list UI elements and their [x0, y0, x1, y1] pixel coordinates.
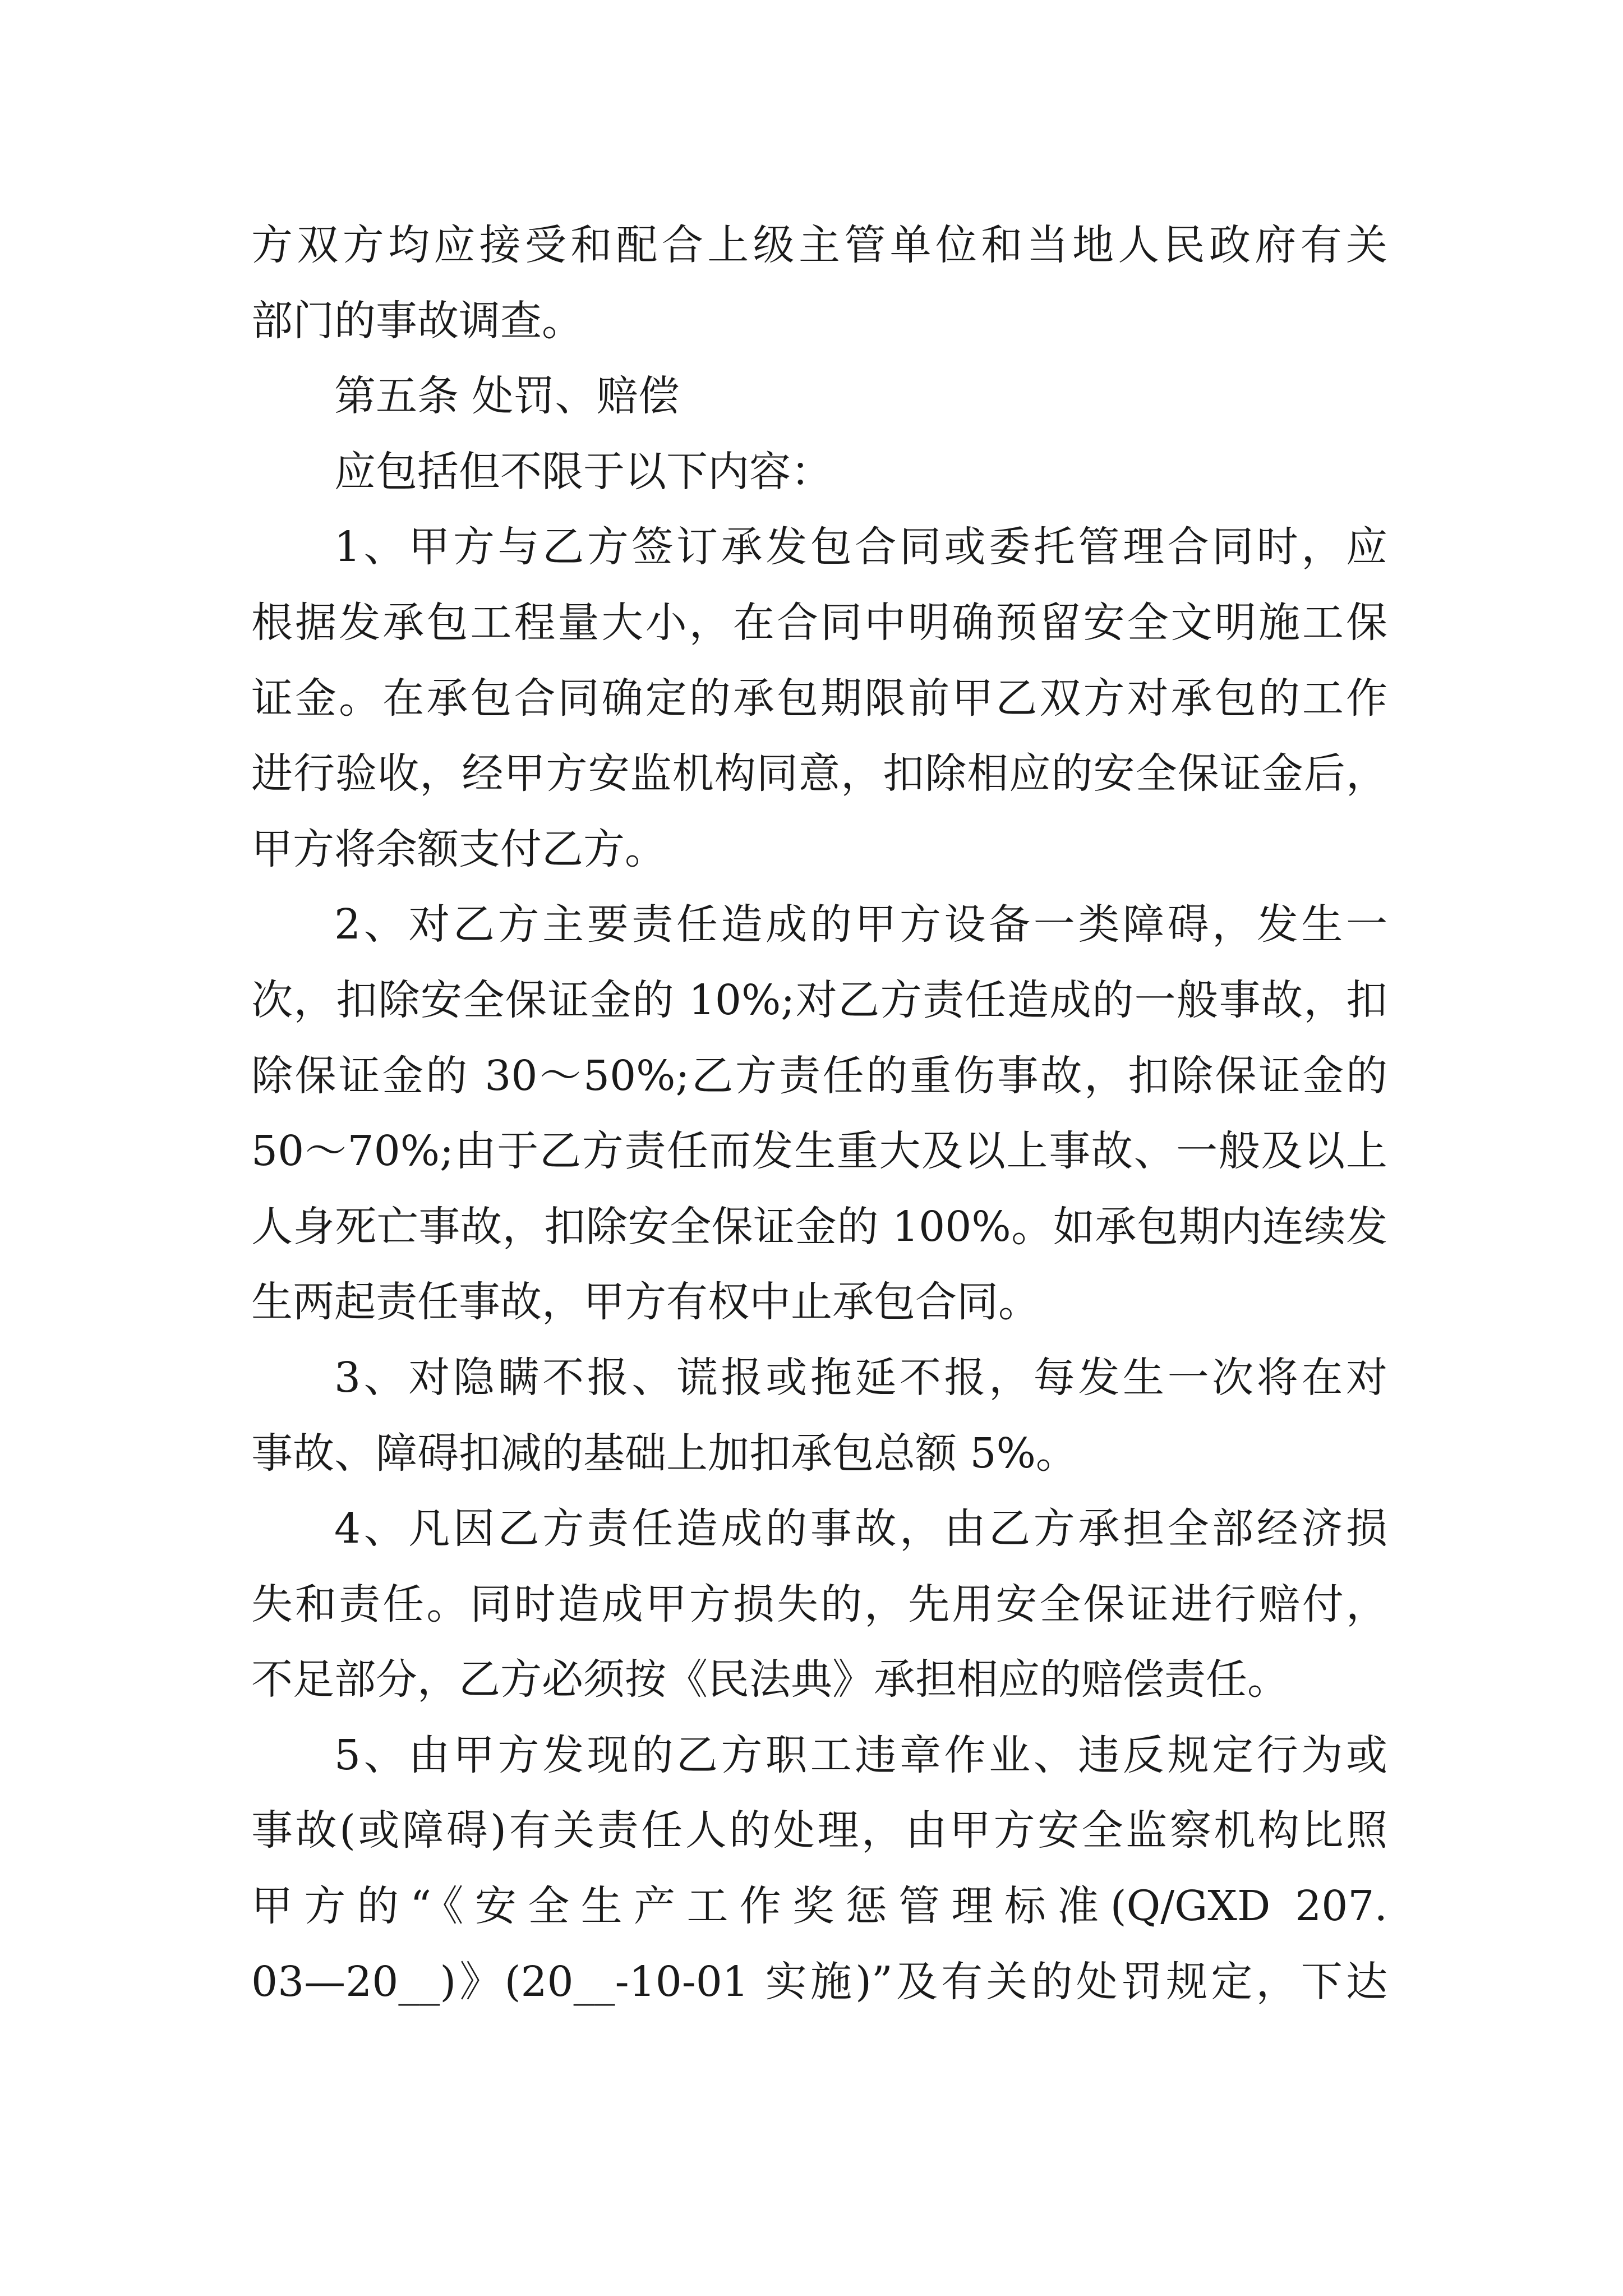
- text-line: 甲方的“《安全生产工作奖惩管理标准(Q/GXD 207.: [251, 1882, 1387, 1931]
- text-line: 03—20__)》(20__-10-01 实施)”及有关的处罚规定，下达: [251, 1957, 1387, 2006]
- text-line: 根据发承包工程量大小，在合同中明确预留安全文明施工保: [251, 598, 1387, 647]
- text-line: 生两起责任事故，甲方有权中止承包合同。: [251, 1278, 1040, 1327]
- text-line: 失和责任。同时造成甲方损失的，先用安全保证进行赔付，: [251, 1580, 1387, 1628]
- list-item-3: 3、对隐瞒不报、谎报或拖延不报，每发生一次将在对: [334, 1353, 1387, 1402]
- text-line: 人身死亡事故，扣除安全保证金的 100%。如承包期内连续发: [251, 1202, 1387, 1251]
- text-line: 次，扣除安全保证金的 10%;对乙方责任造成的一般事故，扣: [251, 976, 1387, 1024]
- text-line: 事故(或障碍)有关责任人的处理，由甲方安全监察机构比照: [251, 1806, 1387, 1855]
- text-line: 应包括但不限于以下内容：: [334, 447, 832, 496]
- text-line: 除保证金的 30～50%;乙方责任的重伤事故，扣除保证金的: [251, 1051, 1387, 1100]
- text-line: 方双方均应接受和配合上级主管单位和当地人民政府有关: [251, 221, 1387, 269]
- text-line: 进行验收，经甲方安监机构同意，扣除相应的安全保证金后，: [251, 749, 1387, 798]
- text-line: 事故、障碍扣减的基础上加扣承包总额 5%。: [251, 1429, 1077, 1478]
- list-item-2: 2、对乙方主要责任造成的甲方设备一类障碍，发生一: [334, 900, 1387, 949]
- list-item-1: 1、甲方与乙方签订承发包合同或委托管理合同时，应: [334, 523, 1387, 572]
- text-line: 部门的事故调查。: [251, 296, 583, 345]
- text-line: 50～70%;由于乙方责任而发生重大及以上事故、一般及以上: [251, 1127, 1387, 1176]
- document-body: [251, 208, 1387, 2019]
- list-item-5: 5、由甲方发现的乙方职工违章作业、违反规定行为或: [334, 1731, 1387, 1779]
- list-item-4: 4、凡因乙方责任造成的事故，由乙方承担全部经济损: [334, 1504, 1387, 1553]
- text-line: 不足部分，乙方必须按《民法典》承担相应的赔偿责任。: [251, 1655, 1289, 1704]
- text-line: 甲方将余额支付乙方。: [251, 825, 666, 873]
- section-heading: 第五条 处罚、赔偿: [334, 372, 680, 421]
- text-line: 证金。在承包合同确定的承包期限前甲乙双方对承包的工作: [251, 674, 1387, 723]
